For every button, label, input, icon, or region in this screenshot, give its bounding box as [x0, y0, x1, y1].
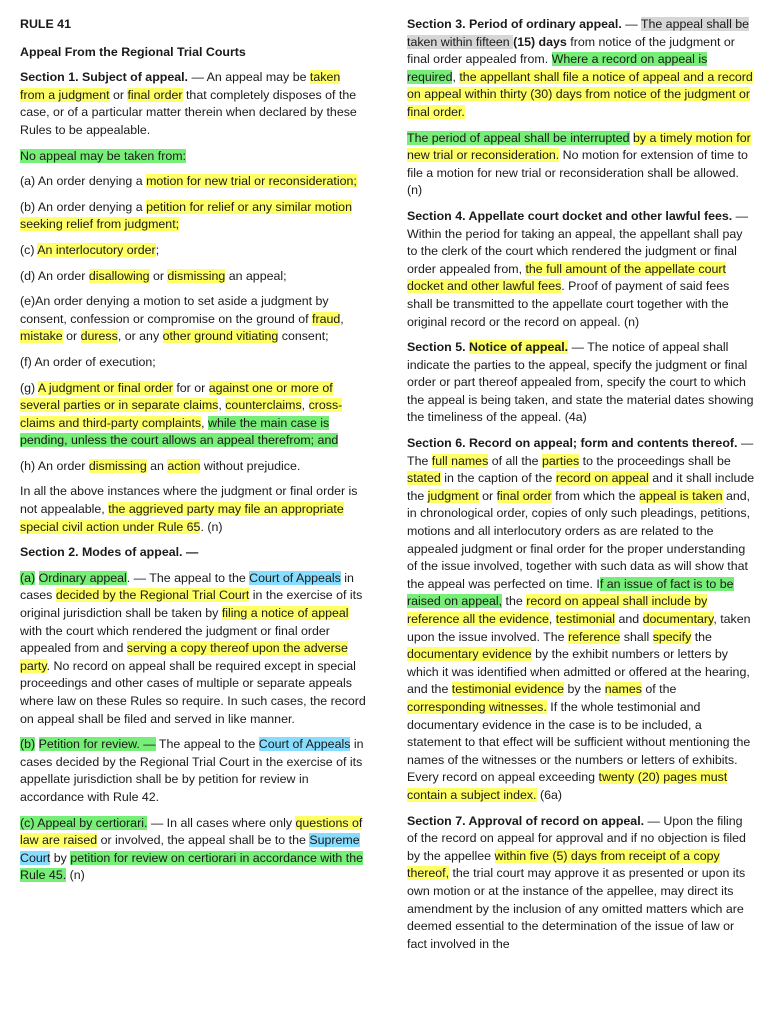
highlighted-text: reference — [567, 629, 621, 644]
highlighted-text: serving a copy thereof upon the adverse party — [20, 641, 348, 673]
text-run: — — [621, 17, 641, 31]
highlighted-text: corresponding witnesses. — [407, 699, 547, 714]
highlighted-text: testimonial — [555, 612, 616, 626]
text-run: , — [548, 612, 556, 626]
text-run: (a) An order denying a — [20, 174, 147, 189]
text-run: to the proceedings shall be — [579, 453, 731, 468]
text-run: that completely disposes of the case, or of a particular matter therein when declared by these Rules to be appealable. — [20, 87, 357, 137]
highlighted-text: Section 1. Subject of appeal. — [20, 70, 188, 85]
highlighted-text: names — [604, 682, 642, 697]
text-run: (h) An order — [20, 458, 89, 473]
highlighted-text: appeal is taken — [639, 488, 723, 503]
text-run: , — [201, 415, 209, 430]
paragraph — [407, 813, 755, 954]
highlighted-text: against one or more of several parties or in separate claims — [20, 380, 333, 413]
text-run: — An appeal may be — [188, 70, 310, 85]
rule-title — [20, 44, 368, 62]
highlighted-text: mistake — [20, 329, 63, 344]
text-run: No motion for extension of time to file a motion for new trial or reconsideration shall be allowed. (n) — [407, 148, 748, 198]
highlighted-text: Court of Appeals — [258, 737, 351, 752]
paragraph — [20, 268, 368, 286]
text-run: , — [452, 69, 460, 84]
highlighted-text: the appellant shall file a notice of appeal and a record on appeal within thirty (30) days from notice of the judgment or final order. — [407, 69, 753, 119]
text-run: the — [691, 629, 712, 644]
text-run: in the exercise of its original jurisdiction shall be taken by — [20, 588, 363, 621]
text-run: or — [149, 268, 168, 283]
right-column — [407, 16, 755, 961]
text-run: . — The appeal to the — [126, 570, 250, 585]
highlighted-text: full names — [431, 453, 489, 468]
paragraph — [20, 736, 368, 806]
text-run: (6a) — [536, 787, 562, 802]
highlighted-text: Section 2. Modes of appeal. — — [20, 545, 199, 560]
text-run: — The — [407, 436, 754, 468]
paragraph — [20, 199, 368, 234]
highlighted-text: counterclaims — [225, 398, 302, 413]
highlighted-text: Court of Appeals — [249, 570, 341, 585]
paragraph — [20, 69, 368, 139]
text-run: by the exhibit numbers or letters by which it was identified when admitted or offered at the hearing, and the — [407, 647, 750, 697]
highlighted-text: within five (5) days from receipt of a copy thereof, — [407, 848, 720, 881]
text-run: — Upon the filing of the record on appeal for approval and if no objection is filed by the appellee — [407, 813, 746, 863]
highlighted-text: disallowing — [88, 268, 150, 283]
text-run: in cases — [20, 570, 354, 603]
text-run: in cases decided by the Regional Trial Court in the exercise of its appellate jurisdiction shall be by petition for review in accordance with Rule 42. — [20, 737, 364, 804]
highlighted-text: judgment — [427, 488, 479, 503]
text-run: RULE 41 — [20, 17, 71, 31]
paragraph — [20, 354, 368, 372]
text-run: (c) — [20, 242, 38, 257]
highlighted-text: the full amount of the appellate court docket and other lawful fees — [407, 261, 726, 294]
highlighted-text: decided by the Regional Trial Court — [55, 588, 250, 603]
paragraph — [407, 208, 755, 331]
paragraph — [20, 815, 368, 885]
text-run: ; — [155, 242, 160, 257]
paragraph — [20, 458, 368, 476]
highlighted-text: No appeal may be taken from: — [20, 148, 186, 163]
highlighted-text: motion for new trial or reconsideration; — [146, 174, 357, 189]
text-run: the trial court may approve it as presented or upon its own motion or at the instance of the appellee, may direct its amendment by the inclusion of any omitted matters which are deemed essential to the determination of the issue of law or fact involved in the — [407, 866, 746, 951]
highlighted-text: dismissing — [88, 458, 147, 473]
highlighted-text: Section 3. Period of ordinary appeal. — [407, 17, 622, 31]
highlighted-text: final order — [127, 87, 183, 102]
paragraph — [407, 435, 755, 804]
text-run: (d) An order — [20, 268, 89, 283]
text-run: of all the — [488, 453, 543, 468]
paragraph — [407, 339, 755, 427]
text-run: with the court which rendered the judgment or final order appealed from and — [20, 623, 330, 656]
paragraph — [20, 293, 368, 346]
highlighted-text: duress — [80, 329, 118, 344]
text-run: by — [50, 850, 71, 865]
text-run: the — [502, 594, 527, 609]
highlighted-text: (a) — [20, 570, 36, 585]
highlighted-text: final order — [496, 488, 552, 503]
highlighted-text: dismissing — [167, 268, 226, 283]
highlighted-text: filing a notice of appeal — [221, 606, 349, 621]
highlighted-text: while the main case is pending, unless the court allows an appeal therefrom; and — [20, 415, 339, 448]
paragraph — [20, 380, 368, 450]
text-run: , — [218, 398, 226, 413]
highlighted-text: by a timely motion for new trial or reconsideration. — [407, 130, 751, 163]
text-run: — Within the period for taking an appeal, the appellant shall pay to the clerk of the court which rendered the judgment or final order appealed from, — [407, 208, 749, 276]
highlighted-text: record on appeal shall include by reference all the evidence — [407, 594, 708, 626]
text-run: and — [615, 612, 643, 626]
text-run: and, in chronological order, copies of only such pleadings, petitions, motions and all interlocutory orders as are related to the appealed judgment or final order for the proper understanding of the issue involved, together with such data as will show that the appeal was perfected on time. I — [407, 488, 751, 591]
text-run: and it shall include the — [407, 471, 755, 503]
highlighted-text: Section 4. Appellate court docket and other lawful fees. — [407, 208, 733, 223]
highlighted-text: petition for review on certiorari in accordance with the Rule 45. — [20, 850, 363, 883]
text-run: , or any — [117, 329, 163, 344]
text-run: consent; — [278, 329, 329, 344]
left-column — [20, 16, 368, 893]
text-run: — The notice of appeal shall indicate the parties to the appeal, specify the judgment or final order or part thereof appealed from, specify the court to which the appeal is being taken, and state the material dates showing the timeliness of the appeal. (4a) — [407, 340, 754, 425]
text-run: shall — [620, 629, 653, 644]
highlighted-text: The appeal shall be taken within fifteen — [407, 17, 750, 49]
text-run: The appeal to the — [155, 737, 259, 752]
highlighted-text: Petition for review. — — [38, 737, 156, 752]
text-run: in the caption of the — [440, 471, 556, 486]
paragraph — [20, 483, 368, 536]
text-run: from which the — [551, 488, 640, 503]
highlighted-text: fraud — [312, 311, 341, 326]
highlighted-text: record on appeal — [555, 471, 649, 486]
text-run: an appeal; — [225, 268, 287, 283]
text-run: or — [478, 488, 497, 503]
highlighted-text: cross-claims and third-party complaints — [20, 398, 343, 430]
highlighted-text: questions of law are raised — [20, 815, 363, 848]
text-run: . Proof of payment of said fees shall be transmitted to the appellate court together with the original record or the record on appeal. (n) — [407, 279, 730, 329]
highlighted-text: specify — [652, 629, 692, 644]
highlighted-text: twenty (20) pages must contain a subject index. — [407, 770, 728, 802]
highlighted-text: Where a record on appeal is required — [407, 52, 708, 84]
text-run: , taken upon the issue involved. The — [407, 612, 751, 644]
text-run: or — [62, 329, 81, 344]
highlighted-text: petition for relief or any similar motion seeking relief from judgment; — [20, 199, 352, 232]
paragraph — [20, 570, 368, 728]
text-run: Appeal From the Regional Trial Courts — [20, 44, 246, 59]
text-run: (g) — [20, 380, 38, 395]
highlighted-text: f an issue of fact is to be raised on appeal, — [407, 576, 734, 609]
text-run: from notice of the judgment or final order appealed from. — [407, 34, 735, 67]
paragraph — [20, 148, 368, 166]
highlighted-text: parties — [542, 453, 580, 468]
highlighted-text: Ordinary appeal — [38, 570, 127, 585]
highlighted-text: stated — [407, 471, 441, 486]
paragraph — [20, 242, 368, 260]
text-run: . No record on appeal shall be required except in special proceedings and other cases of multiple or separate appeals where law on these Rules so require. In such cases, the record on appeal shall be filed and served in like manner. — [20, 658, 366, 726]
text-run: or — [109, 87, 128, 102]
text-run: (f) An order of execution; — [20, 354, 156, 369]
highlighted-text: taken from a judgment — [20, 70, 341, 102]
text-run: an — [146, 458, 168, 473]
text-run: by the — [564, 682, 605, 697]
text-run: without prejudice. — [200, 458, 301, 473]
highlighted-text: documentary — [642, 612, 714, 626]
paragraph — [20, 173, 368, 191]
highlighted-text: (c) Appeal by certiorari. — [20, 815, 148, 830]
text-run: , — [340, 311, 344, 326]
highlighted-text: other ground vitiating — [162, 329, 279, 344]
highlighted-text: action — [167, 458, 201, 473]
highlighted-text: Section 7. Approval of record on appeal. — [407, 813, 645, 828]
rule-number — [20, 16, 368, 34]
text-run: . (n) — [200, 519, 223, 534]
text-run: (n) — [66, 868, 85, 883]
text-run: (b) An order denying a — [20, 199, 147, 214]
text-run: or involved, the appeal shall be to the — [97, 833, 310, 848]
highlighted-text: (15) days — [513, 34, 567, 49]
highlighted-text: documentary evidence — [407, 647, 532, 662]
highlighted-text: testimonial evidence — [451, 682, 565, 697]
highlighted-text: Supreme Court — [20, 833, 360, 865]
highlighted-text: (b) — [20, 737, 36, 752]
highlighted-text: A judgment or final order — [37, 380, 173, 395]
paragraph — [407, 16, 755, 122]
text-run: If the whole testimonial and documentary evidence in the case is to be included, a statement to that effect will be sufficient without mentioning the names of the witnesses or the numbers or letters of exhibits. Every record on appeal exceeding — [407, 699, 751, 785]
highlighted-text: An interlocutory order — [37, 242, 156, 257]
highlighted-text: Section 5. — [407, 340, 469, 355]
text-run: In all the above instances where the judgment or final order is not appealable, — [20, 484, 358, 517]
text-run: of the — [641, 682, 677, 697]
text-run: — In all cases where only — [147, 815, 296, 830]
text-run: (e)An order denying a motion to set aside a judgment by consent, confession or compromise on the ground of — [20, 294, 329, 326]
paragraph — [407, 130, 755, 200]
highlighted-text: the aggrieved party may file an appropriate special civil action under Rule 65 — [20, 502, 344, 534]
text-run: , — [301, 398, 309, 413]
highlighted-text: Section 6. Record on appeal; form and contents thereof. — [407, 436, 738, 451]
text-run: for or — [172, 380, 209, 395]
highlighted-text: Notice of appeal. — [468, 340, 569, 355]
paragraph — [20, 544, 368, 562]
highlighted-text: The period of appeal shall be interrupted — [407, 130, 630, 145]
